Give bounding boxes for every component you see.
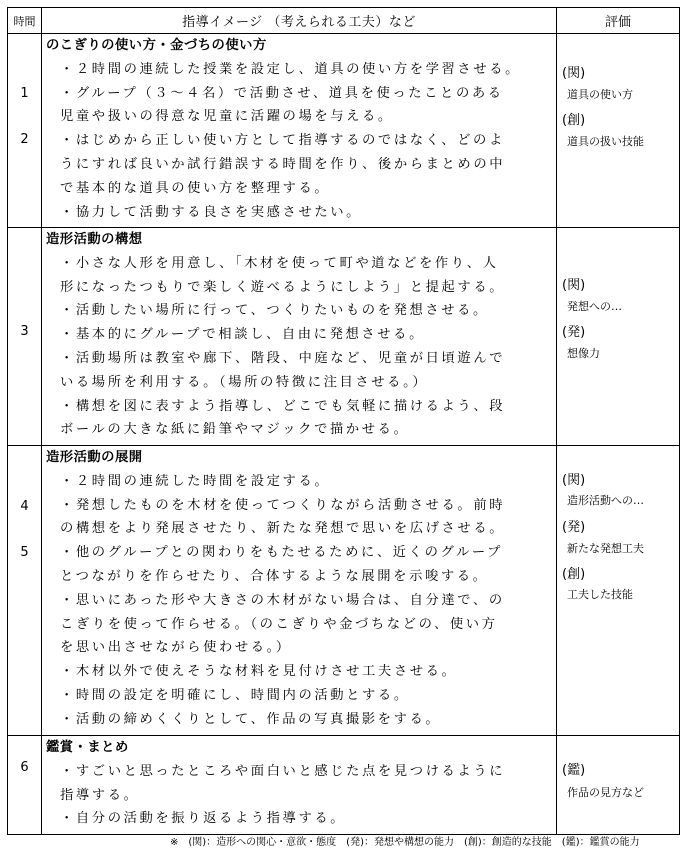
- guide-line: ・小さな人形を用意し、「木材を使って町や道などを作り、人: [60, 255, 499, 271]
- guide-line: ・活動の締めくくりとして、作品の写真撮影をする。: [60, 711, 442, 727]
- guide-line: ・木材以外で使えそうな材料を見付けさせ工夫させる。: [60, 664, 458, 680]
- eval-description: 工夫した技能: [567, 588, 633, 601]
- guide-line: ・２時間の連続した授業を設定し、道具の使い方を学習させる。: [60, 61, 522, 77]
- header-time: 時間: [8, 8, 42, 34]
- header-guide: 指導イメージ （考えられる工夫）など: [42, 8, 557, 34]
- eval-description: 想像力: [567, 347, 600, 360]
- eval-description: 道具の扱い技能: [567, 135, 644, 148]
- guide-cell: [42, 446, 557, 736]
- guide-line: ・基本的にグループで相談し、自由に発想させる。: [60, 327, 425, 343]
- plan-row: [8, 446, 680, 736]
- period-number: 4: [20, 499, 29, 514]
- time-cell: [8, 228, 42, 446]
- section-heading: のこぎりの使い方・金づちの使い方: [46, 38, 267, 53]
- period-number: 5: [20, 545, 29, 560]
- guide-line: ・２時間の連続した時間を設定する。: [60, 473, 331, 489]
- guide-line: ・グループ（３～４名）で活動させ、道具を使ったことのある: [60, 85, 504, 101]
- eval-category: (関): [562, 278, 586, 293]
- eval-cell: [557, 228, 680, 446]
- section-heading: 造形活動の構想: [46, 232, 143, 247]
- plan-row: [8, 736, 680, 835]
- header-row: [8, 8, 680, 34]
- time-cell: [8, 34, 42, 228]
- period-number: 2: [20, 132, 29, 147]
- guide-line: ・すごいと思ったところや面白いと感じた点を見つけるように: [60, 763, 506, 779]
- guide-line: ・発想したものを木材を使ってつくりながら活動させる。前時: [60, 497, 506, 513]
- period-number: 1: [20, 86, 29, 101]
- guide-line: ボールの大きな紙に鉛筆やマジックで描かせる。: [60, 422, 410, 438]
- guide-line: ・構想を図に表すよう指導し、どこでも気軽に描けるよう、段: [60, 398, 506, 414]
- eval-description: 作品の見方など: [567, 786, 644, 799]
- plan-body: [8, 34, 680, 835]
- guide-line: ・協力して活動する良さを実感させたい。: [60, 204, 363, 220]
- guide-line: ・思いにあった形や大きさの木材がない場合は、自分達で、の: [60, 592, 505, 608]
- eval-category: (発): [562, 325, 586, 340]
- guide-line: ・活動したい場所に行って、つくりたいものを発想させる。: [60, 303, 489, 319]
- guide-cell: [42, 34, 557, 228]
- eval-category: (創): [562, 113, 586, 128]
- guide-line: ・自分の活動を振り返るよう指導する。: [60, 811, 347, 827]
- header-eval: 評価: [557, 8, 680, 34]
- guide-line: の構想をより発展させたり、新たな発想で思いを広げさせる。: [60, 521, 506, 537]
- time-cell: [8, 736, 42, 835]
- guide-cell: [42, 228, 557, 446]
- eval-description: 造形活動への…: [567, 494, 644, 507]
- eval-category: (創): [562, 567, 586, 582]
- eval-description: 発想への…: [567, 300, 622, 313]
- eval-cell: [557, 446, 680, 736]
- eval-cell: [557, 34, 680, 228]
- eval-description: 新たな発想工夫: [567, 542, 644, 555]
- guide-cell: [42, 736, 557, 835]
- section-heading: 造形活動の展開: [46, 450, 143, 465]
- eval-description: 道具の使い方: [567, 88, 633, 101]
- guide-line: ・時間の設定を明確にし、時間内の活動とする。: [60, 687, 410, 703]
- period-number: 6: [20, 760, 29, 775]
- section-heading: 鑑賞・まとめ: [46, 740, 129, 755]
- guide-line: こぎりを使って作らせる。（のこぎりや金づちなどの、使い方: [60, 616, 498, 632]
- guide-line: 形になったつもりで楽しく遊べるようにしよう」と提起する。: [60, 279, 506, 295]
- time-cell: [8, 446, 42, 736]
- lesson-plan-table: [7, 7, 680, 835]
- guide-line: で基本的な道具の使い方を整理する。: [60, 180, 331, 196]
- legend-footnote: ※ (関)：造形への関心・意欲・態度 (発)：発想や構想の能力 (創)：創造的な技能 (鑑)：鑑賞の能力: [170, 837, 640, 848]
- lesson-plan-sheet: [7, 7, 680, 835]
- guide-line: ・はじめから正しい使い方として指導するのではなく、どのよ: [60, 133, 505, 149]
- eval-category: (関): [562, 66, 586, 81]
- eval-category: (関): [562, 473, 586, 488]
- guide-line: とつながりを作らせたり、合体するような展開を示唆する。: [60, 568, 489, 584]
- period-number: 3: [20, 324, 29, 339]
- plan-row: [8, 34, 680, 228]
- eval-category: (発): [562, 520, 586, 535]
- guide-line: ・他のグループとの関わりをもたせるために、近くのグループ: [60, 545, 503, 561]
- guide-line: いる場所を利用する。（場所の特徴に注目させる。）: [60, 374, 429, 390]
- eval-category: (鑑): [562, 763, 586, 778]
- eval-cell: [557, 736, 680, 835]
- guide-line: 指導する。: [60, 787, 140, 803]
- guide-line: 児童や扱いの得意な児童に活躍の場を与える。: [60, 109, 394, 125]
- guide-line: うにすれば良いか試行錯誤する時間を作り、後からまとめの中: [60, 156, 506, 172]
- plan-row: [8, 228, 680, 446]
- guide-line: を思い出させながら使わせる。）: [60, 640, 292, 656]
- guide-line: ・活動場所は教室や廊下、階段、中庭など、児童が日頃遊んで: [60, 350, 506, 366]
